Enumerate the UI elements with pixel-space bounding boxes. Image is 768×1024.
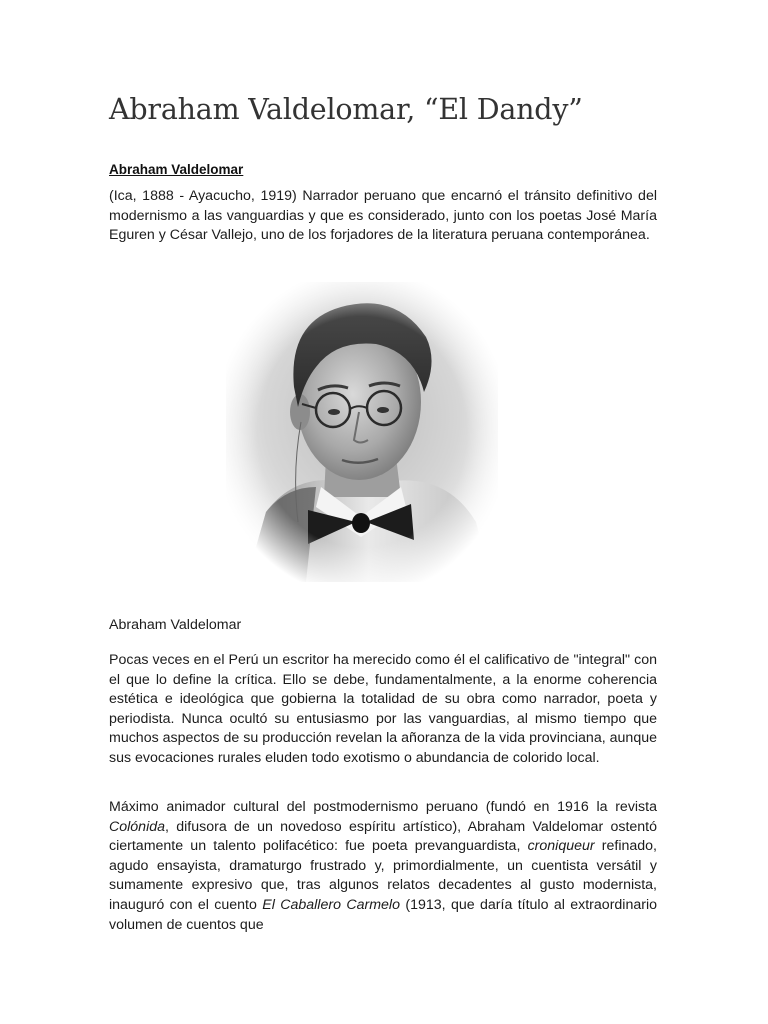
text-run: , difusora de un novedoso espíritu artístico), Abraham Valdelomar ostentó ciertamente un talento polifacético: fue poeta prevanguardista, bbox=[109, 818, 657, 855]
text-run: (1913, que daría título al extraordinario volumen de cuentos que bbox=[109, 896, 658, 933]
body-paragraph-3 bbox=[109, 798, 657, 935]
portrait-photo bbox=[226, 282, 498, 582]
italic-title-caballero-carmelo: El Caballero Carmelo bbox=[262, 896, 400, 913]
italic-term-croniqueur: croniqueur bbox=[527, 838, 595, 855]
intro-paragraph: (Ica, 1888 - Ayacucho, 1919) Narrador peruano que encarnó el tránsito definitivo del modernismo a las vanguardias y que es considerado, junto con los poetas José María Eguren y César Vallejo, uno de los forjadores de la literatura peruana contemporánea. bbox=[109, 188, 657, 244]
italic-title-colonida: Colónida bbox=[109, 818, 166, 835]
text-run: refinado, agudo ensayista, dramaturgo frustrado y, primordialmente, un cuentista versátil y sumamente expresivo que, tras algunos relatos decadentes al gusto modernista, inauguró con el cuento bbox=[109, 838, 657, 913]
text-run: Máximo animador cultural del postmodernismo peruano (fundó en 1916 la revista bbox=[109, 799, 657, 815]
body-paragraph-2: Pocas veces en el Perú un escritor ha merecido como él el calificativo de "integral" con el que lo define la crítica. Ello se debe, fundamentalmente, a la enorme coherencia estética e ideológica que gobierna la totalidad de su obra como narrador, poeta y periodista. Nunca ocultó su entusiasmo por las vanguardias, al mismo tiempo que muchos aspectos de su producción revelan la añoranza de la vida provinciana, aunque sus evocaciones rurales eluden todo exotismo o abundancia de colorido local. bbox=[109, 652, 657, 766]
section-heading: Abraham Valdelomar bbox=[109, 162, 244, 177]
photo-caption: Abraham Valdelomar bbox=[109, 617, 242, 633]
page-title: Abraham Valdelomar, “El Dandy” bbox=[109, 93, 583, 126]
